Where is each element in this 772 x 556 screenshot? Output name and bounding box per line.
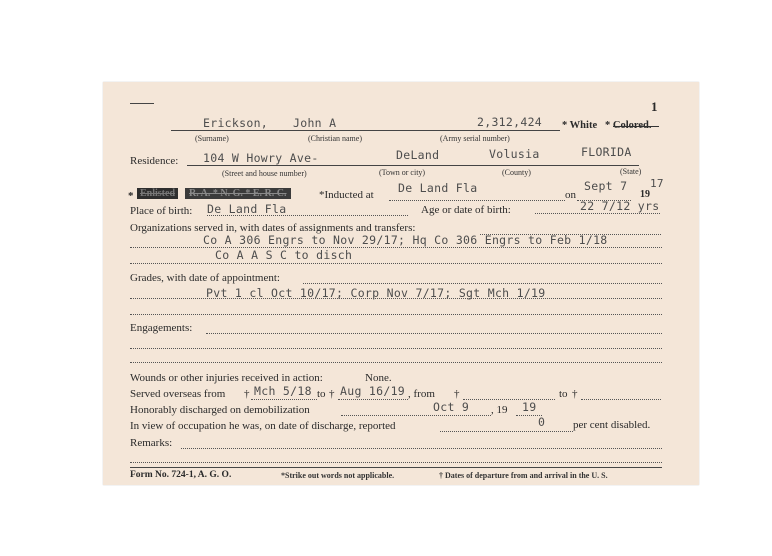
overseas-dagger-1: † — [244, 388, 250, 400]
form-number: Form No. 724-1, A. G. O. — [130, 470, 232, 480]
age-value: 22 7/12 yrs — [580, 199, 660, 213]
overseas-to-label: to — [317, 388, 326, 400]
residence-line — [187, 165, 639, 166]
organizations-rule-1 — [480, 234, 661, 235]
overseas-dagger-2: † — [329, 388, 335, 400]
race-colored: * Colored. — [605, 120, 652, 131]
christian-name-value: John A — [293, 116, 337, 130]
colored-strike — [613, 126, 659, 127]
engagements-label: Engagements: — [130, 322, 193, 334]
grades-rule-1 — [130, 298, 662, 299]
serial-number-value: 2,312,424 — [477, 115, 543, 129]
street-label: (Street and house number) — [222, 169, 307, 178]
engagements-rule-3 — [130, 362, 662, 363]
inducted-year-value: 17 — [650, 177, 664, 190]
discharge-date-line — [341, 415, 491, 416]
overseas-from-value: Mch 5/18 — [254, 384, 312, 398]
inducted-on-label: on — [565, 189, 576, 201]
overseas-from2-label: , from — [408, 388, 435, 400]
grades-label: Grades, with date of appointment: — [130, 272, 280, 284]
grades-rule-2 — [130, 314, 662, 315]
induction-asterisk: * — [128, 190, 134, 202]
inducted-place-line — [389, 200, 565, 201]
engagements-rule-1 — [206, 333, 662, 334]
footer-note-strike: *Strike out words not applicable. — [281, 471, 395, 480]
disability-value: 0 — [538, 415, 546, 429]
county-label: (County) — [502, 168, 531, 177]
overseas-to-value: Aug 16/19 — [340, 384, 406, 398]
grades-line-1: Pvt 1 cl Oct 10/17; Corp Nov 7/17; Sgt Mch 1/19 — [206, 286, 546, 300]
inducted-at-label: *Inducted at — [319, 189, 374, 201]
overseas-to2-line — [581, 399, 661, 400]
overseas-from-line — [251, 399, 317, 400]
wounds-label: Wounds or other injuries received in action: — [130, 372, 323, 384]
discharge-date-value: Oct 9 — [433, 400, 470, 414]
residence-state-value: FLORIDA — [581, 145, 632, 159]
overseas-from2-line — [463, 399, 555, 400]
overseas-dagger-4: † — [572, 388, 578, 400]
inducted-year-prefix: 19 — [640, 189, 650, 200]
disability-suffix: per cent disabled. — [573, 419, 651, 431]
residence-label: Residence: — [130, 155, 179, 167]
footer-rule — [130, 467, 662, 468]
remarks-label: Remarks: — [130, 437, 173, 449]
state-label: (State) — [620, 167, 642, 176]
residence-county-value: Volusia — [489, 147, 540, 161]
remarks-rule-1 — [181, 448, 662, 449]
discharge-year-prefix: , 19 — [491, 404, 508, 416]
grades-rule-0 — [303, 283, 662, 284]
town-label: (Town or city) — [379, 168, 426, 177]
page-number: 1 — [651, 99, 658, 114]
organizations-rule-2 — [130, 247, 662, 248]
name-line — [171, 130, 560, 131]
birth-place-label: Place of birth: — [130, 205, 193, 217]
birth-place-line — [207, 215, 408, 216]
service-record-card — [103, 82, 699, 485]
surname-value: Erickson, — [203, 116, 269, 130]
residence-town-value: DeLand — [396, 148, 440, 162]
footer-note-dates: † Dates of departure from and arrival in the U. S. — [439, 471, 608, 480]
organizations-label: Organizations served in, with dates of assignments and transfers: — [130, 222, 416, 234]
christian-name-label: (Christian name) — [308, 134, 362, 143]
overseas-dagger-3: † — [454, 388, 460, 400]
top-rule — [130, 103, 154, 104]
age-label: Age or date of birth: — [421, 204, 511, 216]
enlisted-struck: Enlisted — [137, 188, 178, 199]
inducted-date-value: Sept 7 — [584, 179, 628, 193]
birth-place-value: De Land Fla — [207, 202, 287, 216]
remarks-rule-2 — [130, 462, 662, 463]
overseas-label: Served overseas from — [130, 388, 226, 400]
disability-line — [440, 431, 573, 432]
age-line — [535, 213, 660, 214]
overseas-to-line — [338, 399, 408, 400]
service-branch-struck: R. A. * N. G. * E. R. C. — [185, 188, 291, 199]
residence-street-value: 104 W Howry Ave- — [203, 151, 319, 165]
discharge-label: Honorably discharged on demobilization — [130, 404, 310, 416]
inducted-place-value: De Land Fla — [398, 181, 478, 195]
organizations-rule-3 — [130, 263, 662, 264]
discharge-year-value: 19 — [522, 400, 537, 414]
organizations-line-1: Co A 306 Engrs to Nov 29/17; Hq Co 306 Engrs to Feb 1/18 — [203, 233, 608, 247]
wounds-value: None. — [365, 372, 392, 384]
disability-label: In view of occupation he was, on date of discharge, reported — [130, 420, 396, 432]
organizations-line-2: Co A A S C to disch — [215, 248, 353, 262]
surname-label: (Surname) — [195, 134, 229, 143]
serial-number-label: (Army serial number) — [440, 134, 510, 143]
overseas-to2-label: to — [559, 388, 568, 400]
race-white: * White — [562, 120, 598, 131]
engagements-rule-2 — [130, 348, 662, 349]
